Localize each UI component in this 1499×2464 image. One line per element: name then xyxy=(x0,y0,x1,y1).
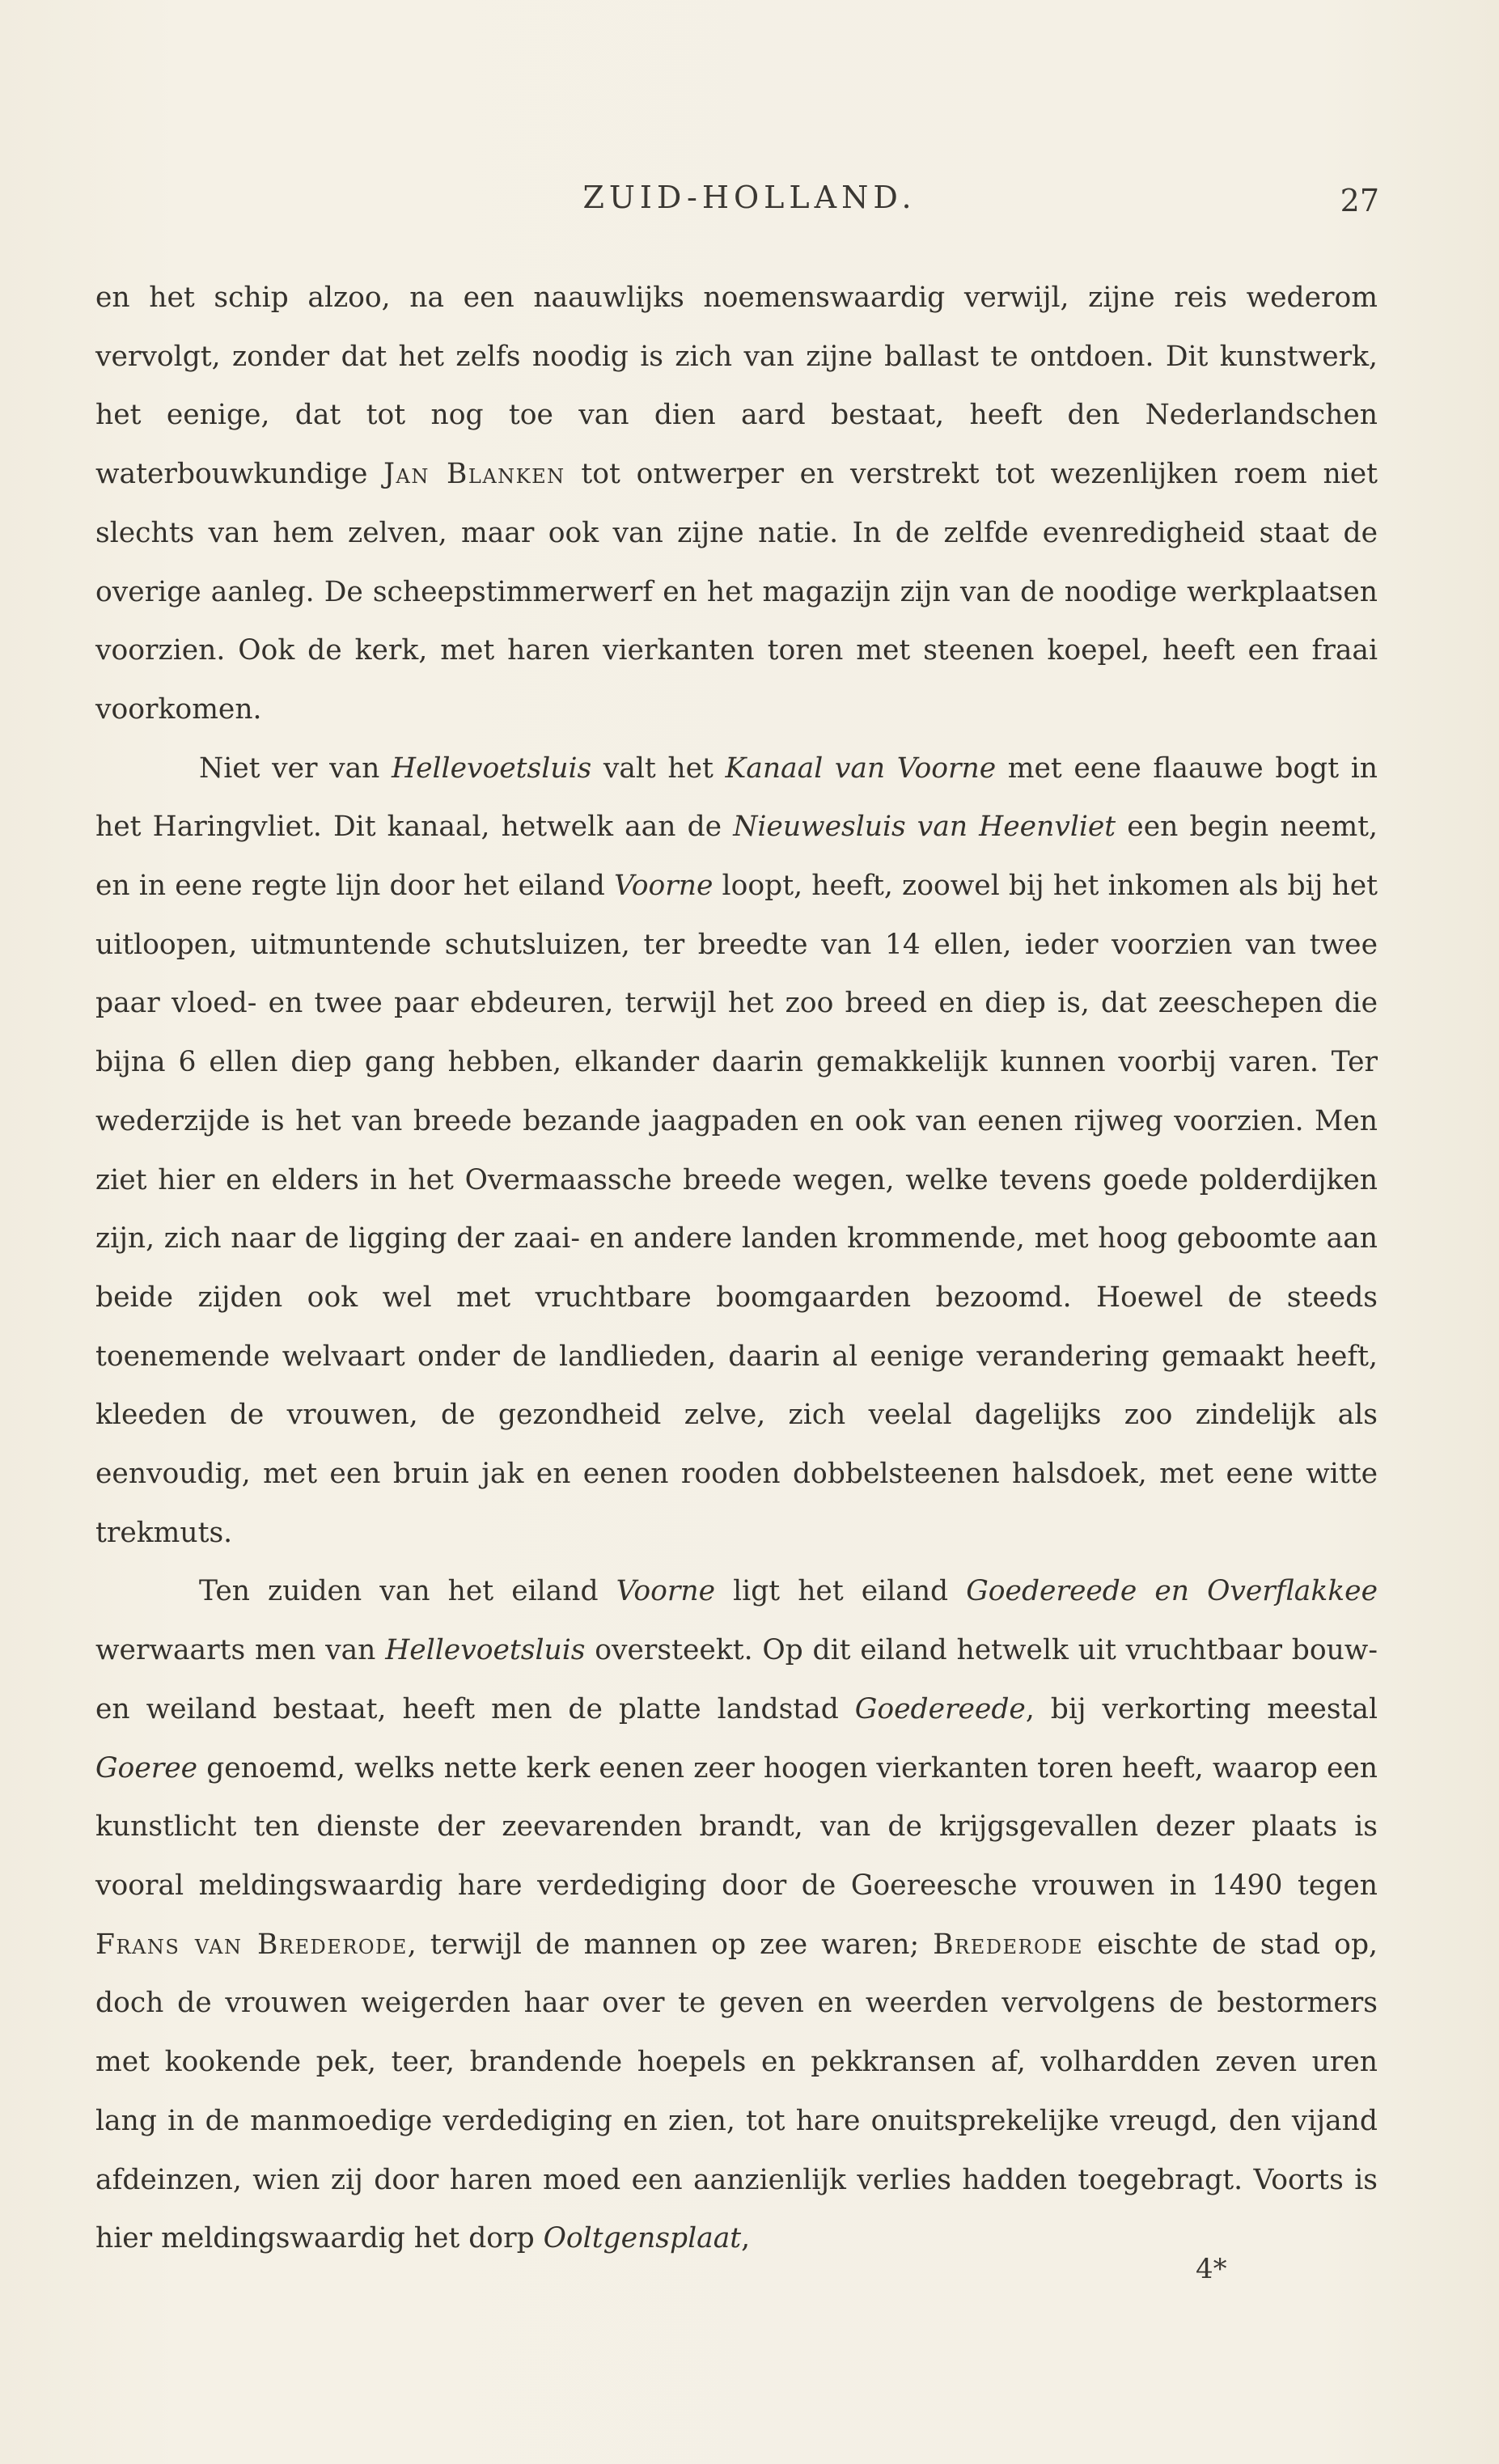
page-number: 27 xyxy=(1340,183,1379,218)
text-run: loopt, heeft, zoowel bij het inkomen als bij het uitloopen, uitmuntende schutsluizen, ter breedte van 14 ellen, ieder voorzien van twee paar vloed- en twee paar ebdeuren, terwijl het zoo breed en diep is, dat zeeschepen die bijna 6 ellen diep gang hebben, elkander daarin gemakkelijk kunnen voorbij varen. Ter wederzijde is het van breede bezande jaagpaden en ook van eenen rijweg voorzien. Men ziet hier en elders in het Overmaassche breede wegen, welke tevens goede polderdijken zijn, zich naar de ligging der zaai- en andere landen krommende, met hoog geboomte aan beide zijden ook wel met vruchtbare boomgaarden bezoomd. Hoewel de steeds toenemende welvaart onder de landlieden, daarin al eenige verandering gemaakt heeft, kleeden de vrouwen, de gezondheid zelve, zich veelal dagelijks zoo zindelijk als eenvoudig, met een bruin jak en eenen rooden dobbelsteenen halsdoek, met eene witte trekmuts. xyxy=(95,870,1378,1549)
place-name: Goedereede xyxy=(854,1692,1026,1725)
running-head: ZUID-HOLLAND. xyxy=(582,180,917,215)
text-run: oversteekt. Op dit eiland hetwelk uit vruchtbaar bouw- en weiland bestaat, heeft men de platte landstad xyxy=(95,1634,1378,1725)
person-name: Jan Blanken xyxy=(383,458,565,491)
text-run: ligt het eiland xyxy=(715,1575,967,1608)
body-text xyxy=(95,269,1378,2268)
text-run: , bij verkorting meestal xyxy=(1025,1692,1378,1725)
text-run: met eene flaauwe bogt in het Haringvliet. Dit kanaal, hetwelk aan de xyxy=(95,751,1378,844)
place-name: Goedereede en Overflakkee xyxy=(966,1575,1378,1608)
place-name: Ooltgensplaat xyxy=(543,2222,742,2255)
place-name: Hellevoetsluis xyxy=(392,751,592,785)
text-run: eischte de stad op, doch de vrouwen weigerden haar over te geven en weerden vervolgens de bestormers met kookende pek, teer, brandende hoepels en pekkransen af, volhardden zeven uren lang in de manmoedige verdediging en zien, tot hare onuitsprekelijke vreugd, den vijand afdeinzen, wien zij door haren moed een aanzienlijk verlies hadden toegebragt. Voorts is hier meldingswaardig het dorp xyxy=(95,1928,1378,2255)
person-name: Frans van Brederode xyxy=(95,1928,408,1961)
paragraph-3 xyxy=(95,1562,1378,2267)
place-name: Nieuwesluis van Heenvliet xyxy=(733,811,1116,844)
person-name: Brederode xyxy=(933,1928,1083,1961)
place-name: Kanaal van Voorne xyxy=(725,751,997,785)
text-run: valt het xyxy=(591,751,726,785)
signature-mark: 4* xyxy=(1196,2253,1227,2285)
text-run: genoemd, welks nette kerk eenen zeer hoogen vierkanten toren heeft, waarop een kunstlicht ten dienste der zeevarenden brandt, van de krijgsgevallen dezer plaats is vooral meldingswaardig hare verdediging door de Goereesche vrouwen in 1490 tegen xyxy=(95,1751,1378,1902)
place-name: Hellevoetsluis xyxy=(385,1634,586,1667)
text-run: en het schip alzoo, na een naauwlijks noemenswaardig verwijl, zijne reis wederom vervolgt, zonder dat het zelfs noodig is zich van zijne ballast te ontdoen. Dit kunstwerk, het eenige, dat tot nog toe van dien aard bestaat, heeft den Nederlandschen waterbouwkundige xyxy=(95,282,1378,491)
place-name: Goeree xyxy=(95,1751,198,1784)
paragraph-1 xyxy=(95,269,1378,739)
paragraph-2 xyxy=(95,739,1378,1563)
text-run: werwaarts men van xyxy=(95,1634,386,1667)
place-name: Voorne xyxy=(613,870,714,903)
place-name: Voorne xyxy=(616,1575,716,1608)
text-run: , xyxy=(741,2222,751,2255)
text-run: , terwijl de mannen op zee waren; xyxy=(407,1928,934,1961)
text-run: een begin neemt, en in eene regte lijn door het eiland xyxy=(95,811,1378,903)
page-header xyxy=(0,180,1499,228)
text-run: Niet ver van xyxy=(199,751,392,785)
text-run: Ten zuiden van het eiland xyxy=(199,1575,616,1608)
text-run: tot ontwerper en verstrekt tot wezenlijken roem niet slechts van hem zelven, maar ook van zijne natie. In de zelfde evenredigheid staat de overige aanleg. De scheepstimmerwerf en het magazijn zijn van de noodige werkplaatsen voorzien. Ook de kerk, met haren vierkanten toren met steenen koepel, heeft een fraai voorkomen. xyxy=(95,458,1378,726)
